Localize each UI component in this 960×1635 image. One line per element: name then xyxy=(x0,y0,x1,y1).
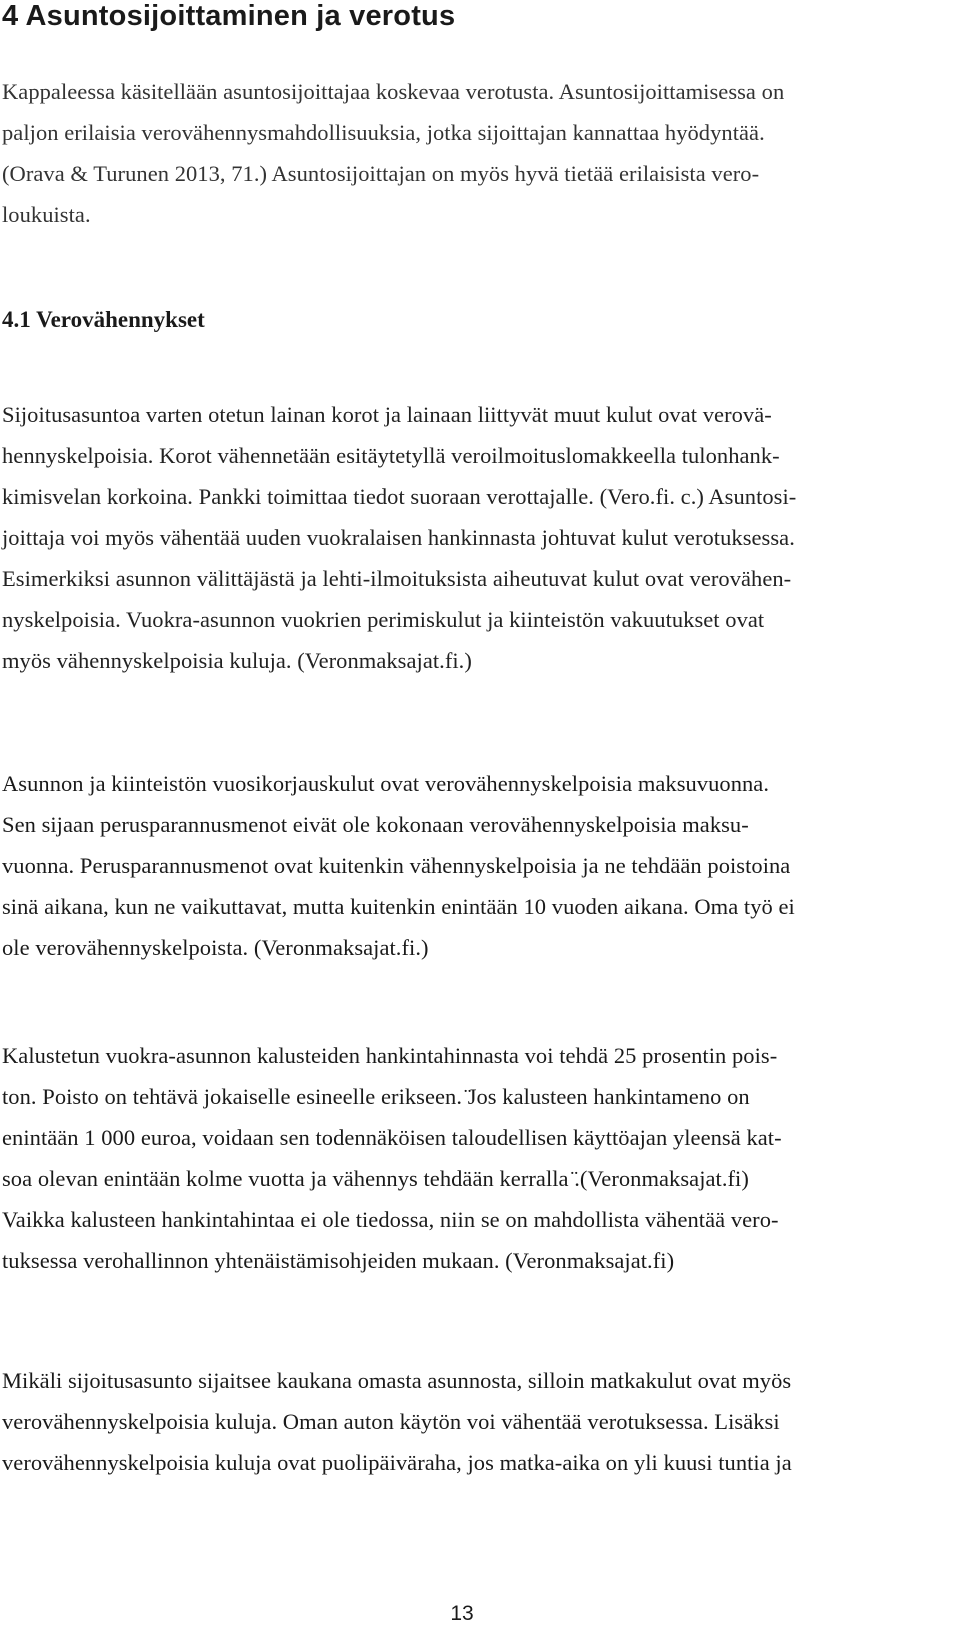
text-line: joittaja voi myös vähentää uuden vuokralaisen hankinnasta johtuvat kulut verotuksessa. xyxy=(2,525,795,550)
text-line: ton. Poisto on tehtävä jokaiselle esineelle erikseen. ̈Jos kalusteen hankintameno on xyxy=(2,1084,750,1109)
text-line: vuonna. Perusparannusmenot ovat kuitenkin vähennyskelpoisia ja ne tehdään poistoina xyxy=(2,853,791,878)
text-line: verovähennyskelpoisia kuluja. Oman auton käytön voi vähentää verotuksessa. Lisäksi xyxy=(2,1409,780,1434)
text-line: Kappaleessa käsitellään asuntosijoittajaa koskevaa verotusta. Asuntosijoittamisessa on xyxy=(2,79,785,104)
text-line: sinä aikana, kun ne vaikuttavat, mutta kuitenkin enintään 10 vuoden aikana. Oma työ ei xyxy=(2,894,795,919)
text-line: Sen sijaan perusparannusmenot eivät ole kokonaan verovähennyskelpoisia maksu- xyxy=(2,812,749,837)
text-line: Esimerkiksi asunnon välittäjästä ja lehti-ilmoituksista aiheutuvat kulut ovat verovähen- xyxy=(2,566,792,591)
text-line: nyskelpoisia. Vuokra-asunnon vuokrien perimiskulut ja kiinteistön vakuutukset ovat xyxy=(2,607,765,632)
intro-paragraph xyxy=(2,71,784,235)
text-line: Asunnon ja kiinteistön vuosikorjauskulut ovat verovähennyskelpoisia maksuvuonna. xyxy=(2,771,770,796)
text-line: ole verovähennyskelpoista. (Veronmaksajat.fi.) xyxy=(2,935,429,960)
text-line: Kalustetun vuokra-asunnon kalusteiden hankintahinnasta voi tehdä 25 prosentin pois- xyxy=(2,1043,778,1068)
text-line: Vaikka kalusteen hankintahintaa ei ole tiedossa, niin se on mahdollista vähentää vero- xyxy=(2,1207,779,1232)
text-line: Mikäli sijoitusasunto sijaitsee kaukana omasta asunnosta, silloin matkakulut ovat myös xyxy=(2,1368,792,1393)
text-line: tuksessa verohallinnon yhtenäistämisohjeiden mukaan. (Veronmaksajat.fi) xyxy=(2,1248,675,1273)
text-line: Sijoitusasuntoa varten otetun lainan korot ja lainaan liittyvät muut kulut ovat verovä- xyxy=(2,402,772,427)
text-line: soa olevan enintään kolme vuotta ja vähennys tehdään kerralla ̈.(Veronmaksajat.fi) xyxy=(2,1166,749,1191)
body-paragraph xyxy=(2,1360,792,1483)
text-line: (Orava & Turunen 2013, 71.) Asuntosijoittajan on myös hyvä tietää erilaisista vero- xyxy=(2,161,760,186)
text-line: paljon erilaisia verovähennysmahdollisuuksia, jotka sijoittajan kannattaa hyödyntää. xyxy=(2,120,765,145)
body-paragraph xyxy=(2,763,795,968)
section-title: 4.1 Verovähennykset xyxy=(2,307,205,332)
body-paragraph xyxy=(2,394,796,681)
page-number: 13 xyxy=(450,1602,474,1625)
text-line: myös vähennyskelpoisia kuluja. (Veronmaksajat.fi.) xyxy=(2,648,472,673)
text-line: hennyskelpoisia. Korot vähennetään esitäytetyllä veroilmoituslomakkeella tulonhank- xyxy=(2,443,780,468)
body-paragraph xyxy=(2,1035,782,1281)
text-line: enintään 1 000 euroa, voidaan sen todennäköisen taloudellisen käyttöajan yleensä kat- xyxy=(2,1125,782,1150)
text-line: loukuista. xyxy=(2,202,91,227)
chapter-title: 4 Asuntosijoittaminen ja verotus xyxy=(2,0,456,32)
text-line: verovähennyskelpoisia kuluja ovat puolipäiväraha, jos matka-aika on yli kuusi tuntia ja xyxy=(2,1450,792,1475)
text-line: kimisvelan korkoina. Pankki toimittaa tiedot suoraan verottajalle. (Vero.fi. c.) Asuntosi- xyxy=(2,484,797,509)
